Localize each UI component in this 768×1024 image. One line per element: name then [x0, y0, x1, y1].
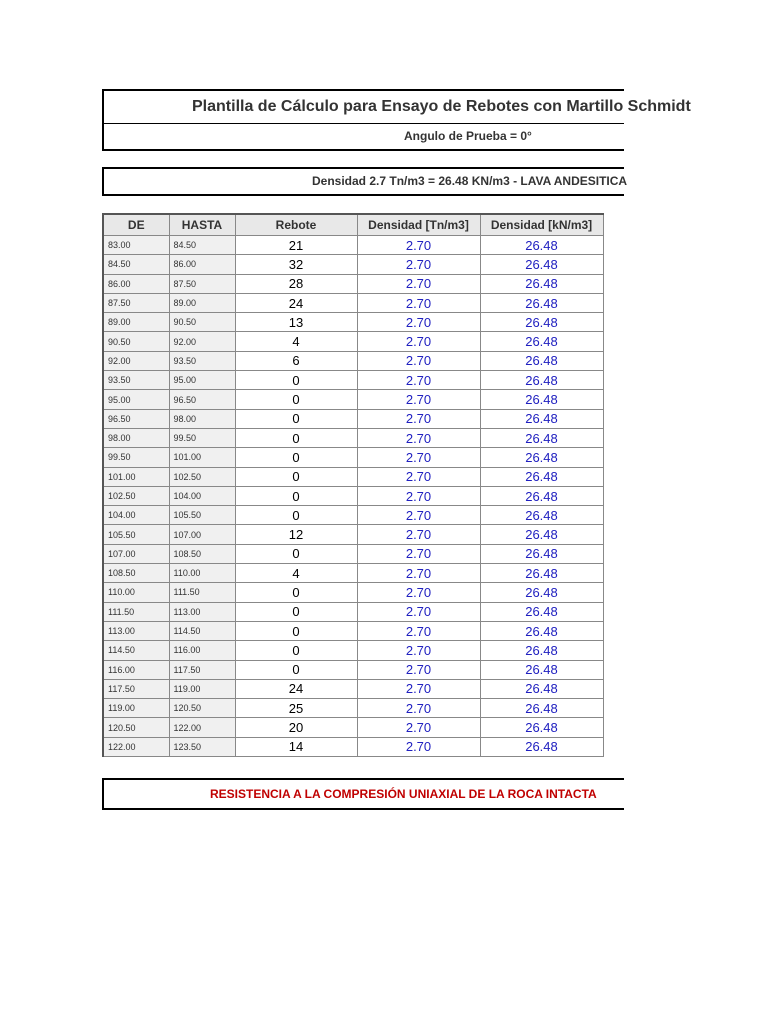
cell-rebote: 0	[235, 409, 357, 428]
cell-rebote: 0	[235, 621, 357, 640]
title-box	[102, 89, 691, 151]
cell-rebote: 0	[235, 602, 357, 621]
cell-hasta: 117.50	[169, 660, 235, 679]
table-row	[103, 351, 603, 370]
cell-densidad-tn: 2.70	[357, 506, 480, 525]
cell-densidad-tn: 2.70	[357, 448, 480, 467]
cell-hasta: 93.50	[169, 351, 235, 370]
rebound-table	[102, 213, 604, 757]
header-hasta: HASTA	[169, 214, 235, 236]
cell-densidad-tn: 2.70	[357, 641, 480, 660]
resistencia-box	[102, 778, 624, 810]
cell-rebote: 24	[235, 293, 357, 312]
table-row	[103, 274, 603, 293]
cell-densidad-tn: 2.70	[357, 621, 480, 640]
cell-rebote: 0	[235, 448, 357, 467]
table-row	[103, 621, 603, 640]
cell-de: 86.00	[103, 274, 169, 293]
cell-rebote: 24	[235, 679, 357, 698]
cell-densidad-kn: 26.48	[480, 390, 603, 409]
density-description: Densidad 2.7 Tn/m3 = 26.48 KN/m3 - LAVA ANDESITICA	[312, 174, 628, 188]
cell-densidad-kn: 26.48	[480, 583, 603, 602]
cell-rebote: 4	[235, 332, 357, 351]
cell-densidad-tn: 2.70	[357, 313, 480, 332]
cell-hasta: 116.00	[169, 641, 235, 660]
cell-densidad-kn: 26.48	[480, 506, 603, 525]
cell-de: 83.00	[103, 236, 169, 255]
cell-densidad-tn: 2.70	[357, 525, 480, 544]
cell-de: 114.50	[103, 641, 169, 660]
table-row	[103, 255, 603, 274]
cell-hasta: 87.50	[169, 274, 235, 293]
cell-de: 98.00	[103, 428, 169, 447]
table-row	[103, 293, 603, 312]
cell-rebote: 4	[235, 564, 357, 583]
cell-densidad-kn: 26.48	[480, 641, 603, 660]
cell-rebote: 0	[235, 583, 357, 602]
cell-densidad-kn: 26.48	[480, 332, 603, 351]
density-box	[102, 167, 628, 196]
cell-densidad-tn: 2.70	[357, 583, 480, 602]
cell-hasta: 99.50	[169, 428, 235, 447]
cell-rebote: 6	[235, 351, 357, 370]
cell-densidad-tn: 2.70	[357, 544, 480, 563]
cell-rebote: 0	[235, 371, 357, 390]
cell-densidad-kn: 26.48	[480, 467, 603, 486]
cell-hasta: 89.00	[169, 293, 235, 312]
cell-de: 110.00	[103, 583, 169, 602]
cell-de: 93.50	[103, 371, 169, 390]
cell-densidad-kn: 26.48	[480, 313, 603, 332]
table-row	[103, 718, 603, 737]
table-row	[103, 506, 603, 525]
cell-hasta: 101.00	[169, 448, 235, 467]
table-body	[103, 236, 603, 757]
cell-densidad-kn: 26.48	[480, 699, 603, 718]
cell-densidad-tn: 2.70	[357, 293, 480, 312]
table-row	[103, 467, 603, 486]
cell-densidad-tn: 2.70	[357, 718, 480, 737]
header-rebote: Rebote	[235, 214, 357, 236]
cell-densidad-tn: 2.70	[357, 274, 480, 293]
cell-de: 120.50	[103, 718, 169, 737]
cell-densidad-kn: 26.48	[480, 255, 603, 274]
cell-densidad-tn: 2.70	[357, 699, 480, 718]
table-row	[103, 236, 603, 255]
cell-densidad-kn: 26.48	[480, 621, 603, 640]
cell-hasta: 96.50	[169, 390, 235, 409]
table-row	[103, 737, 603, 756]
cell-de: 108.50	[103, 564, 169, 583]
cell-de: 84.50	[103, 255, 169, 274]
table-row	[103, 390, 603, 409]
cell-de: 89.00	[103, 313, 169, 332]
cell-de: 92.00	[103, 351, 169, 370]
cell-hasta: 108.50	[169, 544, 235, 563]
cell-hasta: 98.00	[169, 409, 235, 428]
cell-densidad-tn: 2.70	[357, 409, 480, 428]
cell-rebote: 0	[235, 486, 357, 505]
cell-densidad-kn: 26.48	[480, 486, 603, 505]
cell-hasta: 84.50	[169, 236, 235, 255]
cell-rebote: 0	[235, 641, 357, 660]
cell-rebote: 0	[235, 544, 357, 563]
cell-hasta: 123.50	[169, 737, 235, 756]
cell-densidad-tn: 2.70	[357, 428, 480, 447]
cell-rebote: 0	[235, 390, 357, 409]
page-title: Plantilla de Cálculo para Ensayo de Rebotes con Martillo Schmidt	[192, 98, 691, 115]
cell-densidad-tn: 2.70	[357, 332, 480, 351]
table-row	[103, 699, 603, 718]
table-row	[103, 332, 603, 351]
cell-rebote: 0	[235, 467, 357, 486]
cell-de: 122.00	[103, 737, 169, 756]
table-header-row	[103, 214, 603, 236]
cell-densidad-kn: 26.48	[480, 679, 603, 698]
table-row	[103, 641, 603, 660]
table-row	[103, 602, 603, 621]
cell-de: 90.50	[103, 332, 169, 351]
cell-rebote: 0	[235, 660, 357, 679]
cell-densidad-kn: 26.48	[480, 544, 603, 563]
resistencia-title: RESISTENCIA A LA COMPRESIÓN UNIAXIAL DE LA ROCA INTACTA	[210, 787, 597, 801]
cell-densidad-kn: 26.48	[480, 428, 603, 447]
cell-hasta: 107.00	[169, 525, 235, 544]
cell-hasta: 92.00	[169, 332, 235, 351]
cell-hasta: 95.00	[169, 371, 235, 390]
cell-de: 101.00	[103, 467, 169, 486]
cell-rebote: 32	[235, 255, 357, 274]
cell-de: 111.50	[103, 602, 169, 621]
table-row	[103, 679, 603, 698]
cell-de: 113.00	[103, 621, 169, 640]
header-densidad-tn: Densidad [Tn/m3]	[357, 214, 480, 236]
table-row	[103, 409, 603, 428]
table-row	[103, 313, 603, 332]
cell-densidad-kn: 26.48	[480, 236, 603, 255]
test-angle: Angulo de Prueba = 0°	[404, 129, 532, 143]
table-row	[103, 448, 603, 467]
cell-rebote: 0	[235, 428, 357, 447]
cell-densidad-tn: 2.70	[357, 236, 480, 255]
cell-densidad-kn: 26.48	[480, 274, 603, 293]
table-row	[103, 660, 603, 679]
cell-densidad-tn: 2.70	[357, 467, 480, 486]
cell-de: 117.50	[103, 679, 169, 698]
table-row	[103, 583, 603, 602]
cell-de: 104.00	[103, 506, 169, 525]
cell-rebote: 20	[235, 718, 357, 737]
cell-hasta: 105.50	[169, 506, 235, 525]
cell-densidad-kn: 26.48	[480, 351, 603, 370]
cell-hasta: 113.00	[169, 602, 235, 621]
cell-hasta: 114.50	[169, 621, 235, 640]
cell-hasta: 102.50	[169, 467, 235, 486]
cell-densidad-kn: 26.48	[480, 525, 603, 544]
cell-de: 105.50	[103, 525, 169, 544]
cell-densidad-tn: 2.70	[357, 602, 480, 621]
cell-densidad-tn: 2.70	[357, 737, 480, 756]
cell-hasta: 120.50	[169, 699, 235, 718]
cell-rebote: 0	[235, 506, 357, 525]
cell-densidad-tn: 2.70	[357, 390, 480, 409]
table-row	[103, 486, 603, 505]
cell-densidad-tn: 2.70	[357, 486, 480, 505]
cell-de: 119.00	[103, 699, 169, 718]
table-row	[103, 564, 603, 583]
cell-densidad-kn: 26.48	[480, 448, 603, 467]
cell-hasta: 111.50	[169, 583, 235, 602]
cell-rebote: 14	[235, 737, 357, 756]
cell-rebote: 13	[235, 313, 357, 332]
cell-densidad-kn: 26.48	[480, 409, 603, 428]
cell-densidad-kn: 26.48	[480, 293, 603, 312]
table-row	[103, 428, 603, 447]
cell-densidad-kn: 26.48	[480, 718, 603, 737]
cell-de: 99.50	[103, 448, 169, 467]
table-row	[103, 544, 603, 563]
cell-rebote: 21	[235, 236, 357, 255]
cell-de: 87.50	[103, 293, 169, 312]
cell-densidad-tn: 2.70	[357, 679, 480, 698]
cell-hasta: 104.00	[169, 486, 235, 505]
cell-densidad-kn: 26.48	[480, 564, 603, 583]
cell-densidad-tn: 2.70	[357, 371, 480, 390]
cell-rebote: 12	[235, 525, 357, 544]
cell-densidad-tn: 2.70	[357, 351, 480, 370]
cell-de: 102.50	[103, 486, 169, 505]
cell-de: 95.00	[103, 390, 169, 409]
cell-de: 96.50	[103, 409, 169, 428]
cell-densidad-kn: 26.48	[480, 602, 603, 621]
cell-hasta: 122.00	[169, 718, 235, 737]
cell-hasta: 119.00	[169, 679, 235, 698]
cell-densidad-kn: 26.48	[480, 371, 603, 390]
title-row	[104, 91, 691, 124]
header-de: DE	[103, 214, 169, 236]
cell-rebote: 28	[235, 274, 357, 293]
cell-densidad-kn: 26.48	[480, 737, 603, 756]
cell-rebote: 25	[235, 699, 357, 718]
cell-densidad-tn: 2.70	[357, 564, 480, 583]
cell-de: 107.00	[103, 544, 169, 563]
cell-hasta: 110.00	[169, 564, 235, 583]
cell-densidad-kn: 26.48	[480, 660, 603, 679]
cell-hasta: 86.00	[169, 255, 235, 274]
table-row	[103, 525, 603, 544]
cell-densidad-tn: 2.70	[357, 660, 480, 679]
cell-de: 116.00	[103, 660, 169, 679]
cell-densidad-tn: 2.70	[357, 255, 480, 274]
header-densidad-kn: Densidad [kN/m3]	[480, 214, 603, 236]
cell-hasta: 90.50	[169, 313, 235, 332]
table-row	[103, 371, 603, 390]
